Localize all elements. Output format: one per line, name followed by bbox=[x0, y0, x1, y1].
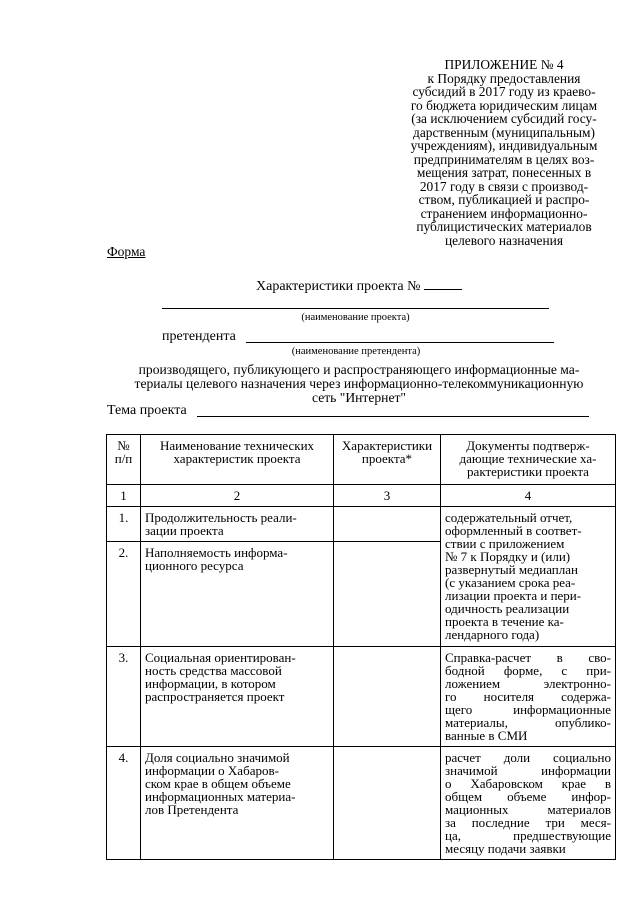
cell-text-line: характеристик проекта bbox=[173, 451, 301, 466]
project-name-caption: (наименование проекта) bbox=[301, 312, 410, 323]
row-num: 2. bbox=[107, 542, 141, 647]
row-chars-cell[interactable] bbox=[334, 747, 441, 860]
cell-text-line: п/п bbox=[114, 451, 133, 466]
cell-text-line: рактеристики проекта bbox=[467, 464, 589, 479]
cell-text-line: проекта* bbox=[361, 451, 413, 466]
cell-text-line: зации проекта bbox=[145, 523, 224, 538]
cell-text-line: значимой информации bbox=[445, 763, 611, 778]
description-line: сеть "Интернет" bbox=[312, 389, 406, 405]
cell-text-line: мационных материалов bbox=[445, 802, 611, 817]
cell-text-line: месяцу подачи заявки bbox=[445, 841, 566, 856]
appendix-line: ПРИЛОЖЕНИЕ № 4 bbox=[444, 57, 564, 72]
cell-text-line: ность средства массовой bbox=[145, 663, 282, 678]
cell-text-line: ца, предшествующие bbox=[445, 828, 611, 843]
header-num bbox=[107, 435, 141, 485]
cell-text-line: № 7 к Порядку и (или) bbox=[445, 549, 571, 564]
row-name bbox=[141, 507, 334, 542]
table-row bbox=[107, 747, 616, 860]
cell-text-line: распространяется проект bbox=[145, 689, 285, 704]
cell-text-line: лизации проекта и пери- bbox=[445, 588, 582, 603]
cell-text-line: Продолжительность реали- bbox=[145, 510, 297, 525]
appendix-line: странением информационно- bbox=[420, 205, 588, 221]
row-name bbox=[141, 542, 334, 647]
header-name bbox=[141, 435, 334, 485]
appendix-line: учреждениям), индивидуальным bbox=[410, 138, 598, 153]
cell-text-line: Документы подтверж- bbox=[466, 438, 590, 453]
title-text: Характеристики проекта № bbox=[256, 279, 421, 294]
cell-text-line: (с указанием срока реа- bbox=[445, 575, 576, 590]
row-docs bbox=[441, 747, 616, 860]
applicant-label: претендента bbox=[162, 329, 236, 344]
description-line: производящего, публикующего и распространяющего информационные ма- bbox=[138, 362, 580, 377]
cell-text-line: развернутый медиаплан bbox=[445, 562, 578, 577]
col-number: 4 bbox=[441, 485, 616, 507]
appendix-line: го бюджета юридическим лицам bbox=[410, 97, 598, 113]
cell-text-line: го носителя содержа- bbox=[445, 689, 611, 704]
cell-text-line: бодной форме, с при- bbox=[445, 663, 611, 678]
cell-text-line: информации, в котором bbox=[145, 676, 276, 691]
col-number: 1 bbox=[107, 485, 141, 507]
appendix-header bbox=[395, 58, 613, 247]
header-chars bbox=[334, 435, 441, 485]
cell-text-line: Характеристики bbox=[341, 438, 433, 453]
cell-text-line: за последние три меся- bbox=[445, 815, 611, 830]
header-docs bbox=[441, 435, 616, 485]
appendix-line: мещения затрат, понесенных в bbox=[416, 165, 592, 180]
applicant-caption: (наименование претендента) bbox=[291, 346, 421, 357]
appendix-line: дарственным (муниципальным) bbox=[413, 124, 595, 140]
cell-text-line: одичность реализации bbox=[445, 601, 570, 616]
row-chars-cell[interactable] bbox=[334, 507, 441, 542]
cell-text-line: щего информационные bbox=[445, 702, 611, 717]
cell-text-line: Наименование технических bbox=[159, 438, 315, 453]
col-number: 3 bbox=[334, 485, 441, 507]
cell-text-line: проекта в течение ка- bbox=[445, 614, 564, 629]
applicant-line[interactable] bbox=[246, 342, 554, 343]
appendix-line: целевого назначения bbox=[444, 232, 563, 248]
form-label: Форма bbox=[107, 244, 146, 259]
cell-text-line: № bbox=[117, 438, 130, 453]
cell-text-line: расчет доли социально bbox=[445, 750, 611, 765]
cell-text-line: информации о Хабаров- bbox=[145, 763, 279, 778]
cell-text-line: ционного ресурса bbox=[145, 558, 244, 573]
cell-text-line: Справка-расчет в сво- bbox=[445, 650, 611, 665]
cell-text-line: ванные в СМИ bbox=[445, 728, 528, 743]
row-num: 3. bbox=[107, 647, 141, 747]
topic-label: Тема проекта bbox=[107, 403, 187, 418]
cell-text-line: Социальная ориентирован- bbox=[145, 650, 296, 665]
appendix-line: (за исключением субсидий госу- bbox=[411, 111, 597, 126]
cell-text-line: о Хабаровском крае в bbox=[445, 776, 611, 791]
cell-text-line: материалы, опублико- bbox=[445, 715, 611, 730]
description-line: териалы целевого назначения через информационно-телекоммуникационную bbox=[134, 375, 584, 391]
row-chars-cell[interactable] bbox=[334, 647, 441, 747]
row-docs-merged bbox=[441, 507, 616, 647]
row-docs bbox=[441, 647, 616, 747]
row-num: 1. bbox=[107, 507, 141, 542]
appendix-line: публицистических материалов bbox=[416, 219, 592, 234]
cell-text-line: оформленный в соответ- bbox=[445, 523, 582, 538]
column-number-row bbox=[107, 485, 616, 507]
topic-line[interactable] bbox=[197, 416, 589, 417]
appendix-line: предпринимателям в целях воз- bbox=[413, 151, 595, 167]
appendix-line: к Порядку предоставления bbox=[427, 70, 581, 86]
cell-text-line: содержательный отчет, bbox=[445, 510, 573, 525]
cell-text-line: дающие технические ха- bbox=[459, 451, 597, 466]
cell-text-line: Наполняемость информа- bbox=[145, 545, 288, 560]
table-row bbox=[107, 647, 616, 747]
row-name bbox=[141, 747, 334, 860]
row-name bbox=[141, 647, 334, 747]
cell-text-line: информационных материа- bbox=[145, 789, 296, 804]
appendix-line: субсидий в 2017 году из краево- bbox=[412, 84, 596, 99]
cell-text-line: лов Претендента bbox=[145, 802, 239, 817]
col-number: 2 bbox=[141, 485, 334, 507]
table-row bbox=[107, 507, 616, 542]
cell-text-line: Доля социально значимой bbox=[145, 750, 290, 765]
characteristics-table bbox=[106, 434, 616, 860]
row-chars-cell[interactable] bbox=[334, 542, 441, 647]
appendix-line: ством, публикацией и распро- bbox=[418, 192, 590, 207]
cell-text-line: ствии с приложением bbox=[445, 536, 565, 551]
project-name-line[interactable] bbox=[162, 308, 549, 309]
description bbox=[104, 363, 614, 404]
project-number-blank[interactable] bbox=[424, 277, 462, 290]
row-num: 4. bbox=[107, 747, 141, 860]
appendix-line: 2017 году в связи с производ- bbox=[419, 178, 589, 194]
cell-text-line: ском крае в общем объеме bbox=[145, 776, 291, 791]
cell-text-line: ложением электронно- bbox=[445, 676, 611, 691]
table-header-row bbox=[107, 435, 616, 485]
page-title bbox=[0, 277, 640, 295]
cell-text-line: общем объеме инфор- bbox=[445, 789, 611, 804]
cell-text-line: лендарного года) bbox=[445, 627, 540, 642]
